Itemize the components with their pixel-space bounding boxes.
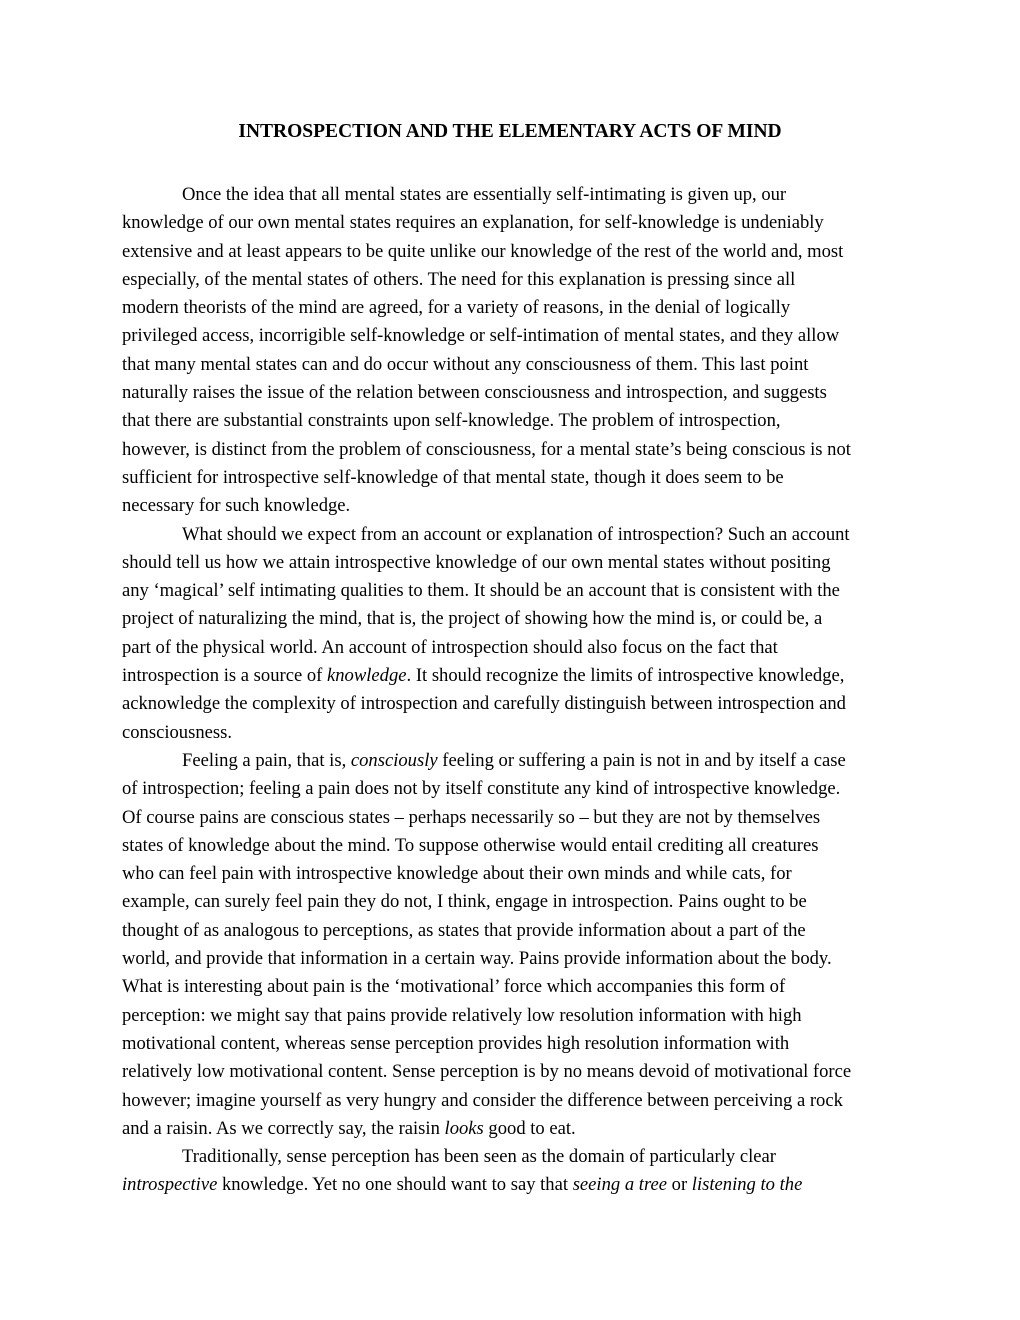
paragraph (122, 1143, 912, 1200)
text-span: that there are substantial constraints upon self-knowledge. The problem of introspection, (122, 410, 781, 432)
text-line (122, 1143, 912, 1171)
text-line (122, 634, 912, 662)
text-span: privileged access, incorrigible self-knowledge or self-intimation of mental states, and they allow (122, 325, 840, 347)
text-span: introspection is a source of (122, 665, 327, 687)
text-line (122, 1115, 912, 1143)
text-span: who can feel pain with introspective knowledge about their own minds and while cats, for (122, 863, 792, 885)
text-line (122, 238, 912, 266)
text-line (122, 860, 912, 888)
text-span: and a raisin. As we correctly say, the raisin (122, 1117, 445, 1139)
text-line (122, 804, 912, 832)
text-line (122, 662, 912, 690)
text-span: however; imagine yourself as very hungry and consider the difference between perceiving a rock (122, 1089, 843, 1111)
text-span: consciousness. (122, 721, 233, 743)
text-span: should tell us how we attain introspective knowledge of our own mental states without positing (122, 551, 831, 573)
text-span: that many mental states can and do occur without any consciousness of them. This last point (122, 353, 809, 375)
text-span: modern theorists of the mind are agreed, for a variety of reasons, in the denial of logically (122, 297, 791, 319)
text-line (122, 1058, 912, 1086)
document-title: INTROSPECTION AND THE ELEMENTARY ACTS OF MIND (238, 121, 782, 142)
text-line (122, 1171, 912, 1199)
text-line (122, 492, 912, 520)
text-line (122, 917, 912, 945)
text-span: perception: we might say that pains provide relatively low resolution information with high (122, 1004, 802, 1026)
text-span: or (667, 1174, 692, 1196)
text-span: knowledge. Yet no one should want to say that (217, 1174, 573, 1196)
text-span: knowledge of our own mental states requires an explanation, for self-knowledge is undeniably (122, 212, 824, 234)
text-span: . It should recognize the limits of introspective knowledge, (406, 665, 845, 687)
text-line (122, 945, 912, 973)
text-line (122, 577, 912, 605)
text-line (122, 322, 912, 350)
text-line (122, 973, 912, 1001)
text-span: What should we expect from an account or explanation of introspection? Such an account (182, 523, 850, 545)
text-line (122, 436, 912, 464)
text-span: necessary for such knowledge. (122, 495, 351, 517)
paragraph (122, 521, 912, 747)
text-line (122, 294, 912, 322)
text-span: part of the physical world. An account of introspection should also focus on the fact that (122, 636, 778, 658)
text-line (122, 379, 912, 407)
text-line (122, 351, 912, 379)
italic-text: seeing a tree (572, 1174, 667, 1196)
text-line (122, 832, 912, 860)
text-span: world, and provide that information in a certain way. Pains provide information about the body. (122, 948, 832, 970)
text-line (122, 181, 912, 209)
text-line (122, 407, 912, 435)
text-span: especially, of the mental states of others. The need for this explanation is pressing since all (122, 268, 796, 290)
italic-text: consciously (350, 749, 438, 771)
paragraph (122, 747, 912, 1143)
text-line (122, 549, 912, 577)
text-line (122, 521, 912, 549)
italic-text: knowledge (327, 665, 407, 687)
text-span: motivational content, whereas sense perception provides high resolution information with (122, 1032, 790, 1054)
text-line (122, 464, 912, 492)
text-span: extensive and at least appears to be quite unlike our knowledge of the rest of the world and, most (122, 240, 844, 262)
italic-text: listening to the (691, 1174, 803, 1196)
document-body (122, 181, 912, 1200)
text-span: Traditionally, sense perception has been seen as the domain of particularly clear (182, 1146, 776, 1168)
text-span: feeling or suffering a pain is not in and by itself a case (437, 749, 846, 771)
text-line (122, 1087, 912, 1115)
paragraph (122, 181, 912, 521)
text-span: Feeling a pain, that is, (182, 749, 351, 771)
text-span: relatively low motivational content. Sense perception is by no means devoid of motivational force (122, 1061, 852, 1083)
italic-text: introspective (122, 1174, 218, 1196)
text-span: Once the idea that all mental states are essentially self-intimating is given up, our (182, 184, 787, 205)
text-span: of introspection; feeling a pain does not by itself constitute any kind of introspective knowledge. (122, 778, 841, 800)
text-span: example, can surely feel pain they do not, I think, engage in introspection. Pains ought to be (122, 891, 807, 913)
text-line (122, 266, 912, 294)
text-line (122, 1002, 912, 1030)
text-span: acknowledge the complexity of introspection and carefully distinguish between introspection and (122, 693, 846, 715)
text-span: Of course pains are conscious states – perhaps necessarily so – but they are not by themselves (122, 806, 821, 828)
text-span: thought of as analogous to perceptions, as states that provide information about a part of the (122, 919, 806, 941)
text-line (122, 1030, 912, 1058)
text-line (122, 775, 912, 803)
text-line (122, 209, 912, 237)
text-line (122, 747, 912, 775)
text-span: good to eat. (483, 1117, 576, 1139)
text-span: states of knowledge about the mind. To suppose otherwise would entail crediting all creatures (122, 834, 819, 856)
text-line (122, 605, 912, 633)
text-span: What is interesting about pain is the ‘motivational’ force which accompanies this form of (122, 976, 786, 998)
text-line (122, 719, 912, 747)
text-line (122, 690, 912, 718)
text-span: any ‘magical’ self intimating qualities to them. It should be an account that is consistent with the (122, 580, 840, 602)
text-span: however, is distinct from the problem of consciousness, for a mental state’s being conscious is not (122, 438, 851, 460)
text-line (122, 888, 912, 916)
text-span: project of naturalizing the mind, that is, the project of showing how the mind is, or could be, a (122, 608, 823, 630)
text-span: naturally raises the issue of the relation between consciousness and introspection, and suggests (122, 382, 827, 404)
italic-text: looks (444, 1117, 484, 1139)
text-span: sufficient for introspective self-knowledge of that mental state, though it does seem to be (122, 466, 784, 488)
